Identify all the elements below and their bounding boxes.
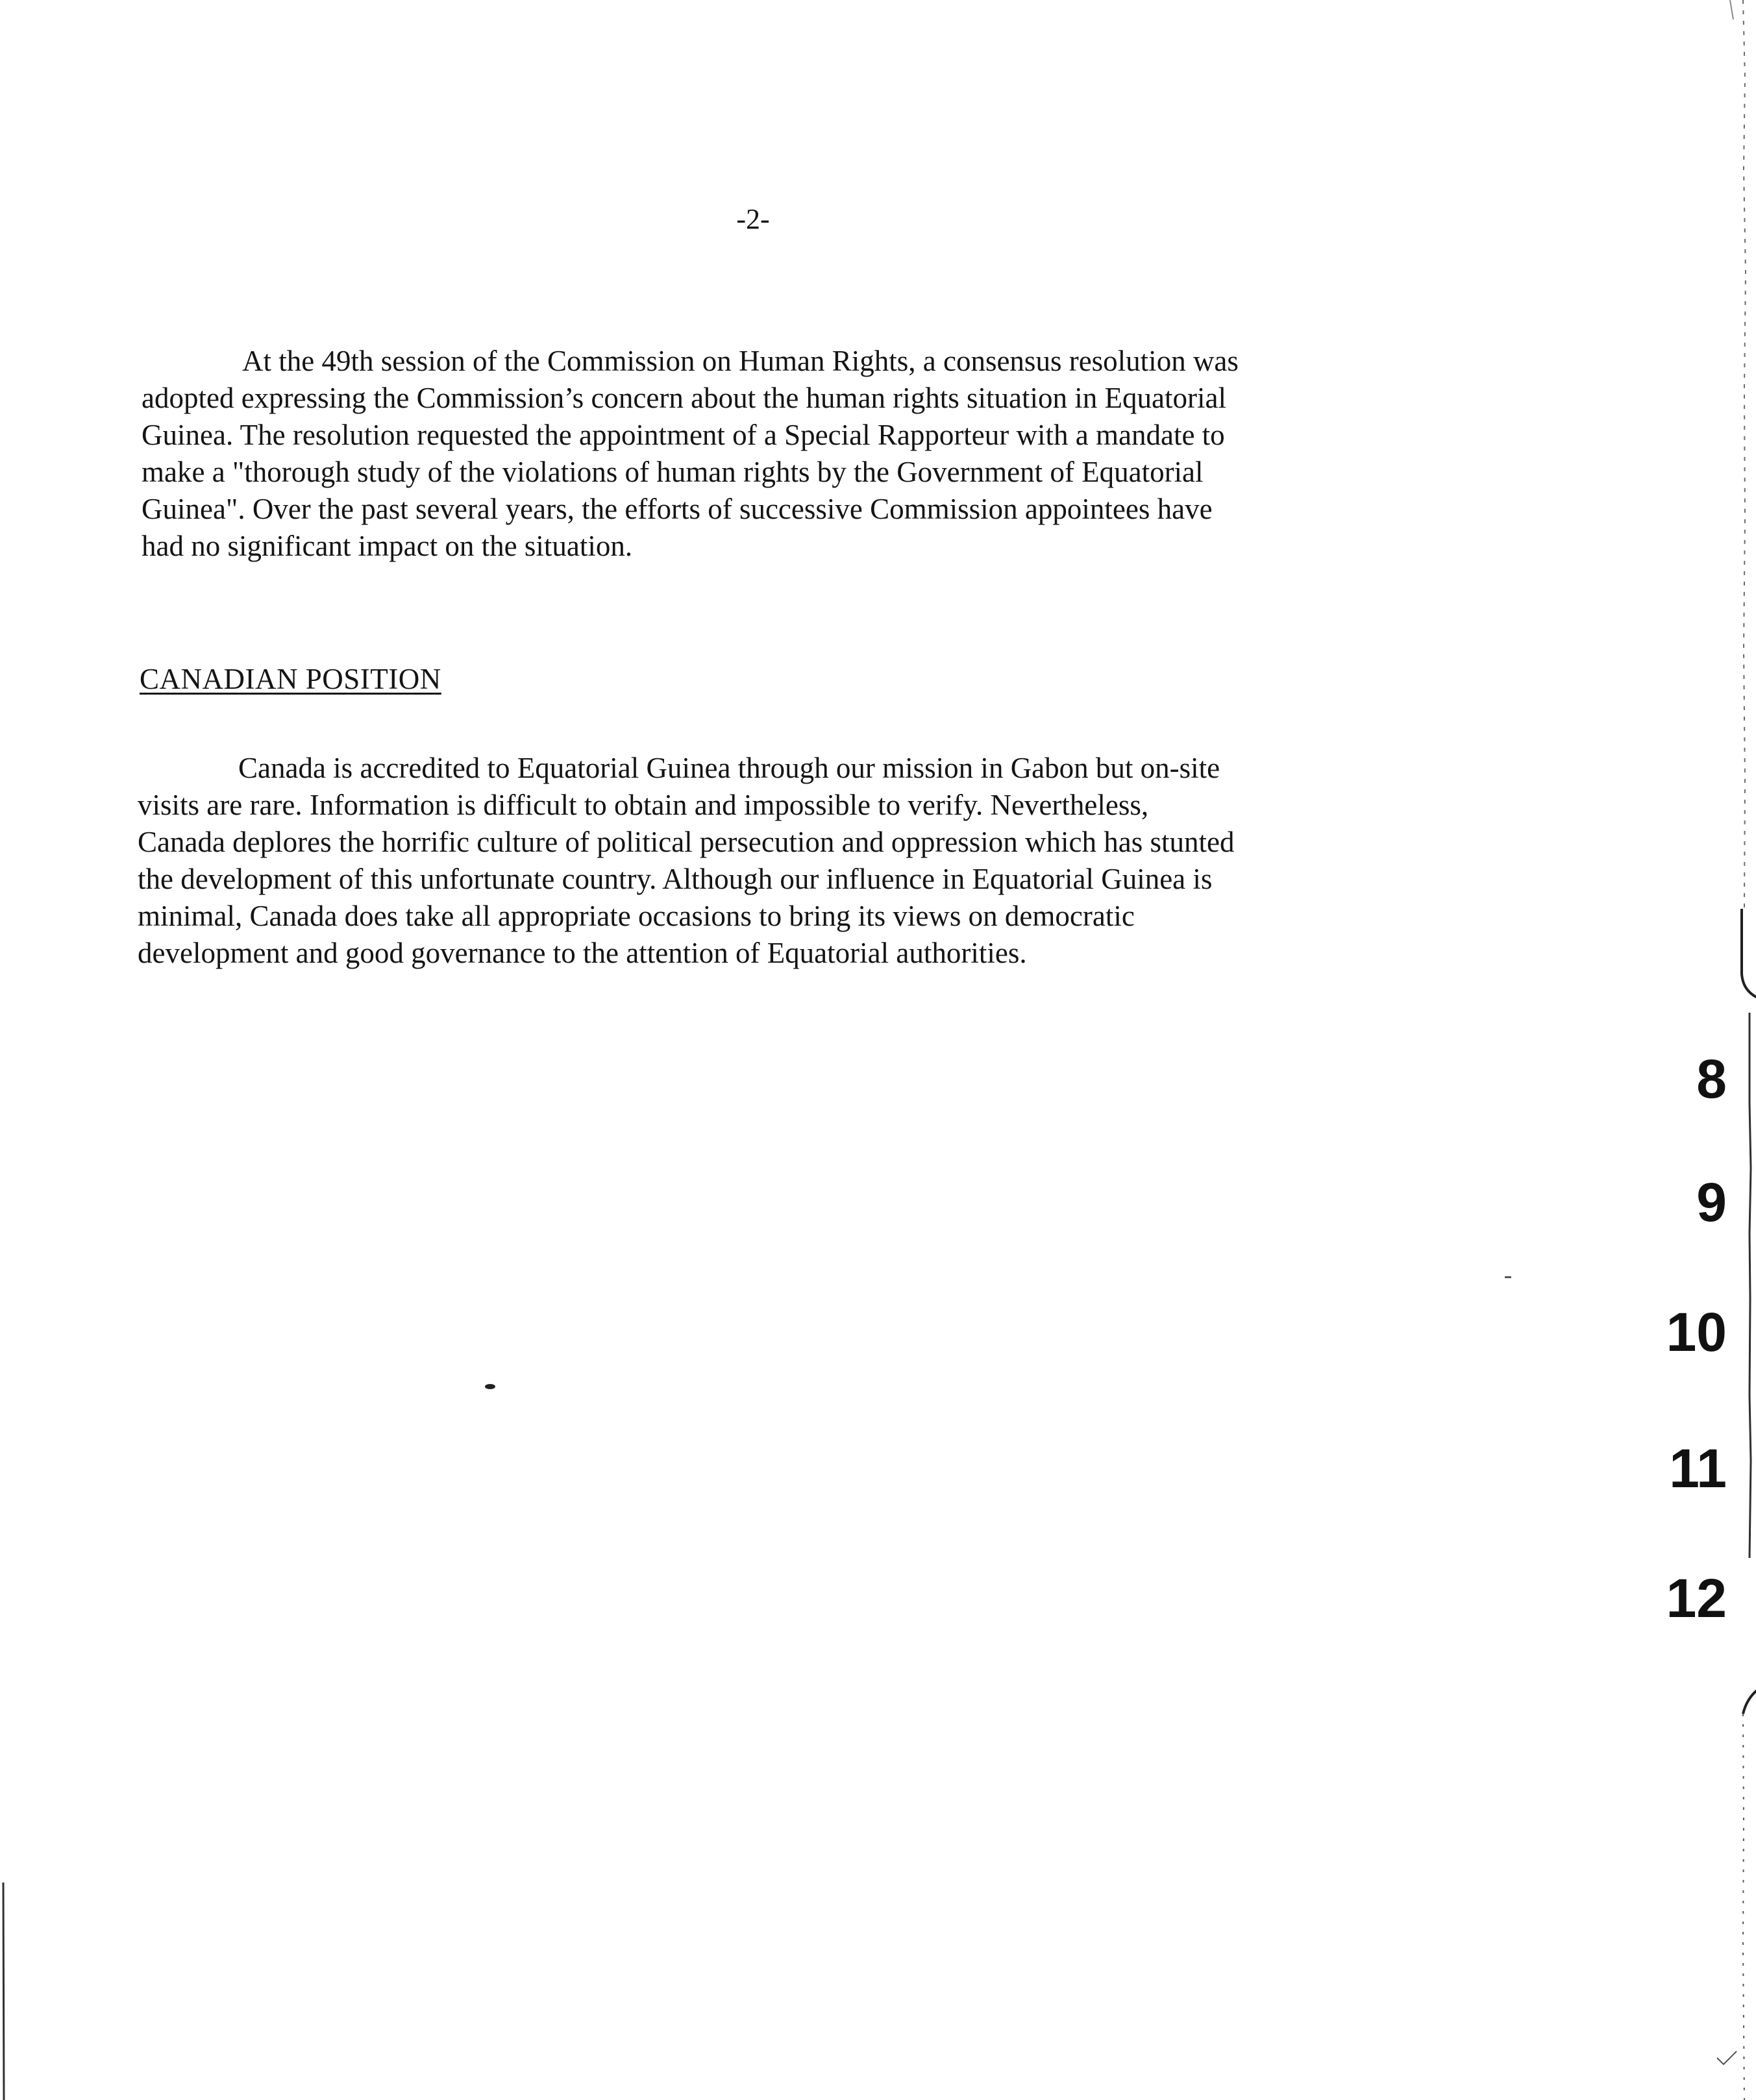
position-line: minimal, Canada does take all appropriate occasions to bring its views on democratic — [138, 900, 1135, 932]
tab-number-9: 9 — [1696, 1172, 1727, 1233]
scan-speck — [484, 1383, 497, 1390]
left-edge-mark — [0, 1883, 6, 2100]
page-number: -2- — [736, 203, 770, 235]
canadian-position-paragraph — [138, 750, 1358, 972]
scan-speck — [1505, 1276, 1513, 1279]
position-line: visits are rare. Information is difficult to obtain and impossible to verify. Nevertheless, — [138, 789, 1149, 821]
intro-paragraph — [142, 343, 1362, 565]
section-heading: CANADIAN POSITION — [140, 663, 441, 695]
position-line: the development of this unfortunate country. Although our influence in Equatorial Guinea is — [138, 863, 1213, 895]
intro-line: had no significant impact on the situation. — [142, 530, 633, 562]
intro-line: Guinea. The resolution requested the appointment of a Special Rapporteur with a mandate to — [142, 419, 1225, 451]
position-line: development and good governance to the attention of Equatorial authorities. — [138, 937, 1027, 969]
position-line: Canada deplores the horrific culture of political persecution and oppression which has stunted — [138, 826, 1235, 858]
intro-line: make a "thorough study of the violations of human rights by the Government of Equatorial — [142, 456, 1204, 488]
tab-number-10: 10 — [1666, 1302, 1727, 1363]
position-line: Canada is accredited to Equatorial Guinea through our mission in Gabon but on-site — [238, 752, 1220, 784]
tab-number-12: 12 — [1666, 1568, 1727, 1629]
intro-line: adopted expressing the Commission’s concern about the human rights situation in Equatorial — [142, 382, 1226, 414]
tab-number-11: 11 — [1669, 1438, 1727, 1499]
intro-line: Guinea". Over the past several years, the efforts of successive Commission appointees have — [142, 493, 1213, 525]
tab-number-8: 8 — [1696, 1048, 1727, 1109]
intro-line: At the 49th session of the Commission on Human Rights, a consensus resolution was — [242, 345, 1239, 377]
